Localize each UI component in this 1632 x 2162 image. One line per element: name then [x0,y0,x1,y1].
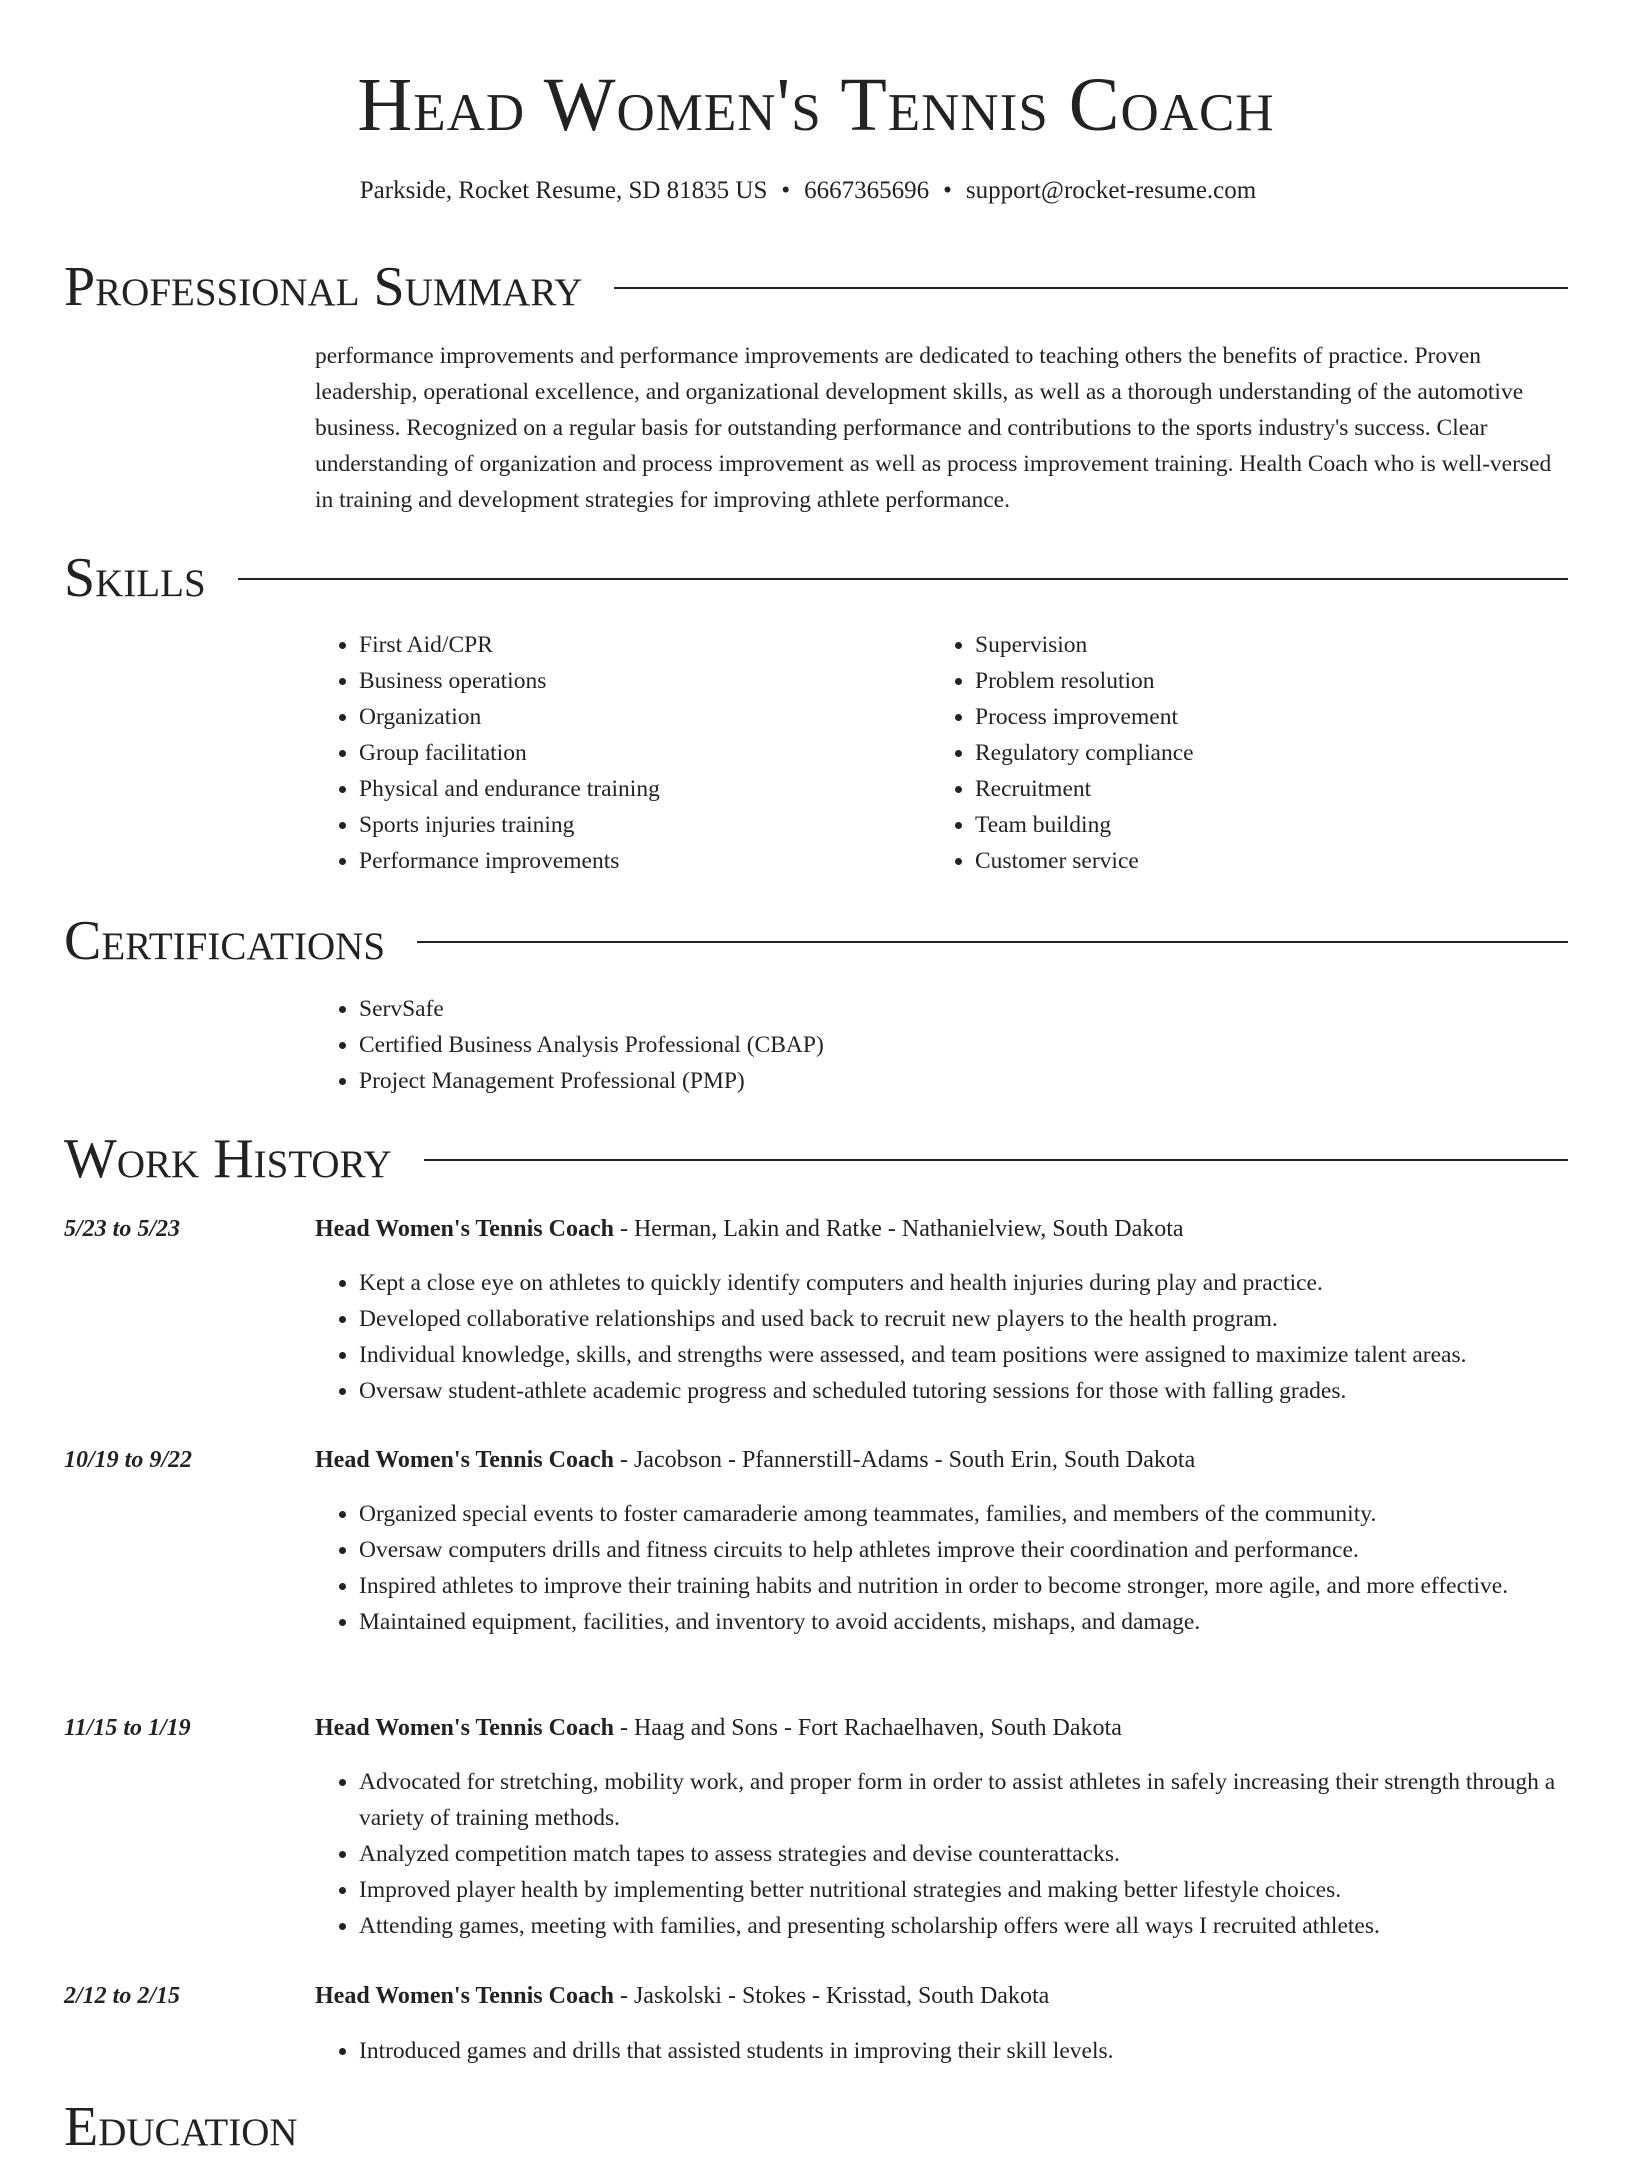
job-heading [315,1442,1195,1478]
section-header-skills [64,543,1568,613]
job-bullet-list [315,2033,1585,2069]
section-rule [238,578,1568,580]
job-bullets [315,1265,1585,1409]
email[interactable]: support@rocket-resume.com [965,177,1257,204]
job-bullet: • Advocated for stretching, mobility work, and proper form in order to assist athletes in safely increasing their strength through a variety of training methods. [359,1764,1585,1836]
skill-item: • First Aid/CPR [359,627,915,663]
section-title: Certifications [64,910,386,972]
job-dates: 11/15 to 1/19 [64,1715,191,1741]
certification-item: • Project Management Professional (PMP) [359,1063,1315,1099]
skill-item: • Supervision [975,627,1531,663]
job-bullet: • Introduced games and drills that assisted students in improving their skill levels. [359,2033,1585,2069]
job-bullet: • Improved player health by implementing better nutritional strategies and making better lifestyle choices. [359,1872,1585,1908]
job-dates: 5/23 to 5/23 [64,1216,181,1242]
skill-item: • Regulatory compliance [975,735,1531,771]
job-bullet: • Oversaw computers drills and fitness circuits to help athletes improve their coordination and performance. [359,1532,1585,1568]
skill-item: • Performance improvements [359,843,915,879]
certification-item: • Certified Business Analysis Professional (CBAP) [359,1027,1315,1063]
skill-item: • Customer service [975,843,1531,879]
job-bullet-list [315,1265,1585,1409]
job-heading [315,1978,1049,2014]
job-title: Head Women's Tennis Coach [315,1983,614,2009]
job-bullets [315,2033,1585,2069]
job-bullet: • Developed collaborative relationships and used back to recruit new players to the health program. [359,1301,1585,1337]
job-dates: 2/12 to 2/15 [64,1983,181,2009]
job-employer-location: - Jacobson - Pfannerstill-Adams - South Erin, South Dakota [613,1447,1196,1473]
section-rule [417,941,1568,943]
section-title: Skills [64,547,206,609]
skill-item: • Process improvement [975,699,1531,735]
certifications-block [315,991,1315,1099]
section-header-certifications [64,906,1568,976]
section-rule [424,1159,1568,1161]
job-bullet-list [315,1764,1585,1944]
certifications-list [315,991,1315,1099]
skill-item: • Organization [359,699,915,735]
skill-item: • Physical and endurance training [359,771,915,807]
job-bullets [315,1496,1585,1640]
certification-item: • ServSafe [359,991,1315,1027]
section-title: Work History [64,1128,392,1190]
skills-column-left [315,627,915,879]
job-bullet: • Inspired athletes to improve their training habits and nutrition in order to become stronger, more agile, and more effective. [359,1568,1585,1604]
job-bullet-list [315,1496,1585,1640]
job-employer-location: - Herman, Lakin and Ratke - Nathanielview, South Dakota [613,1216,1184,1242]
skills-column-right [931,627,1531,879]
job-bullet: • Organized special events to foster camaraderie among teammates, families, and members of the community. [359,1496,1585,1532]
section-header-summary [64,252,1568,322]
job-bullet: • Oversaw student-athlete academic progress and scheduled tutoring sessions for those with falling grades. [359,1373,1585,1409]
job-heading [315,1211,1184,1247]
skill-item: • Recruitment [975,771,1531,807]
skills-list-left [315,627,915,879]
address: Parkside, Rocket Resume, SD 81835 US [359,177,768,204]
section-title: Professional Summary [64,256,583,318]
separator: • [943,177,952,204]
skill-item: • Problem resolution [975,663,1531,699]
job-title: Head Women's Tennis Coach [315,1715,614,1741]
separator: • [781,177,791,204]
job-bullet: • Individual knowledge, skills, and strengths were assessed, and team positions were assigned to maximize talent areas. [359,1337,1585,1373]
skills-list-right [931,627,1531,879]
job-employer-location: - Jaskolski - Stokes - Krisstad, South Dakota [613,1983,1050,2009]
phone: 6667365696 [804,177,930,204]
contact-line [0,174,1616,208]
section-rule [614,287,1568,289]
job-bullet: • Analyzed competition match tapes to assess strategies and devise counterattacks. [359,1836,1585,1872]
skill-item: • Team building [975,807,1531,843]
job-dates: 10/19 to 9/22 [64,1447,193,1473]
job-bullet: • Maintained equipment, facilities, and inventory to avoid accidents, mishaps, and damage. [359,1604,1585,1640]
candidate-name: Head Women's Tennis Coach [357,63,1275,147]
job-bullet: • Kept a close eye on athletes to quickly identify computers and health injuries during play and practice. [359,1265,1585,1301]
job-bullets [315,1764,1585,1944]
job-employer-location: - Haag and Sons - Fort Rachaelhaven, South Dakota [613,1715,1122,1741]
job-title: Head Women's Tennis Coach [315,1447,614,1473]
summary-text: performance improvements and performance improvements are dedicated to teaching others the benefits of practice. Proven leadership, operational excellence, and organizational development skills, as well as a thorough understanding of the automotive business. Recognized on a regular basis for outstanding performance and contributions to the sports industry's success. Clear understanding of organization and process improvement as well as process improvement training. Health Coach who is well-versed in training and development strategies for improving athlete performance. [315,343,1552,513]
job-heading [315,1710,1122,1746]
job-bullet: • Attending games, meeting with families, and presenting scholarship offers were all ways I recruited athletes. [359,1908,1585,1944]
section-header-work-history [64,1124,1568,1194]
skill-item: • Business operations [359,663,915,699]
job-title: Head Women's Tennis Coach [315,1216,614,1242]
skill-item: • Group facilitation [359,735,915,771]
section-title-education: Education [64,2096,298,2158]
skill-item: • Sports injuries training [359,807,915,843]
